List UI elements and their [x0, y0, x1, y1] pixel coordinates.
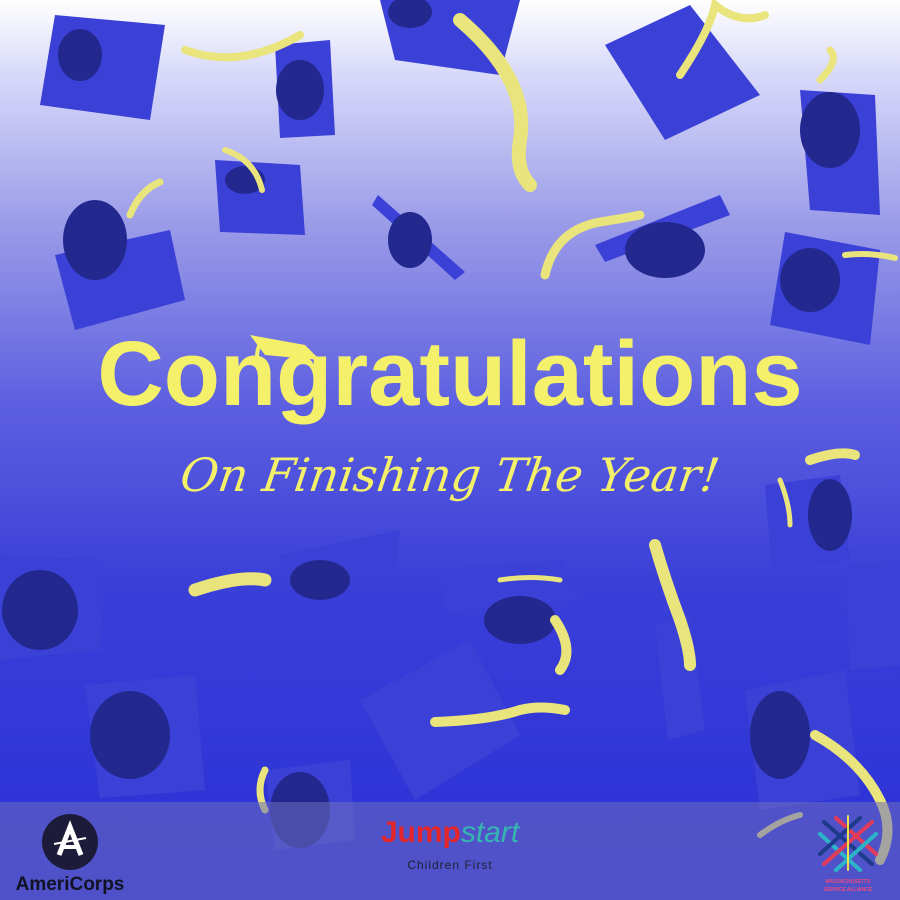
grad-cap-icon [0, 555, 105, 660]
americorps-label: AmeriCorps [15, 874, 125, 895]
jumpstart-start-text: start [460, 816, 520, 849]
tassel-icon [820, 50, 833, 80]
grad-cap-icon [280, 530, 400, 600]
jumpstart-tagline: Children First [407, 858, 493, 872]
mass-service-alliance-logo [806, 812, 890, 896]
jumpstart-wordmark [340, 818, 560, 848]
grad-cap-icon [215, 160, 305, 235]
americorps-logo [10, 814, 130, 894]
grad-cap-icon [745, 670, 860, 810]
woven-pattern-icon [814, 812, 882, 874]
grad-cap-icon [55, 200, 185, 330]
subheadline: On Finishing The Year! [177, 448, 723, 502]
jumpstart-jump-text: Jump [380, 816, 461, 849]
headline: Congratulations [97, 323, 803, 425]
mass-label-line2: SERVICE ALLIANCE [823, 886, 873, 893]
tassel-icon [195, 579, 265, 590]
grad-cap-icon [372, 195, 465, 280]
tassel-icon [500, 578, 560, 581]
grad-cap-icon [595, 195, 730, 278]
tassel-icon [555, 620, 566, 670]
grad-cap-icon [800, 90, 880, 215]
tassel-icon [130, 182, 160, 215]
grad-cap-icon [40, 15, 165, 120]
grad-cap-icon [275, 40, 335, 138]
mass-label-line1: MASSACHUSETTS [825, 879, 871, 885]
americorps-a-icon [42, 814, 98, 870]
grad-cap-icon [85, 675, 205, 798]
jumpstart-logo [340, 818, 560, 872]
grad-cap-icon [845, 560, 900, 670]
